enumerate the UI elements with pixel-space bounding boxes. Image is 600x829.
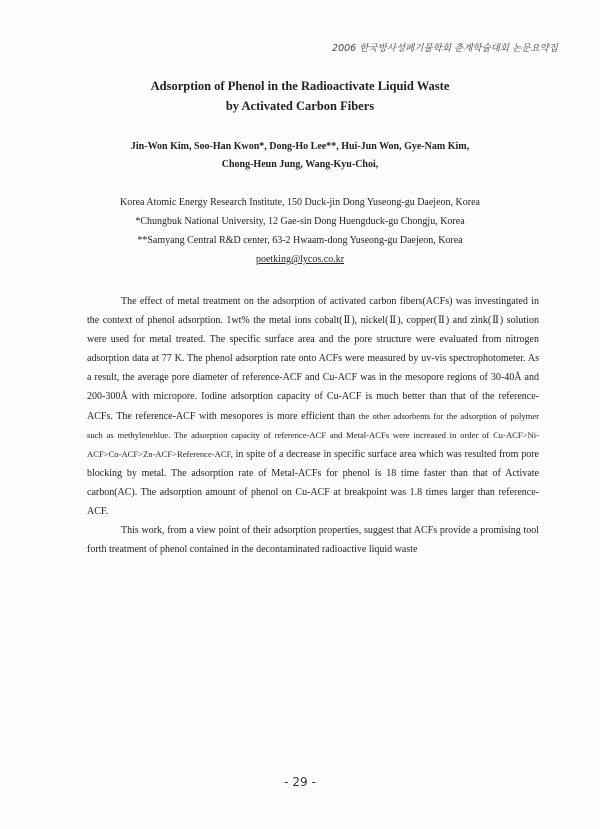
affiliation-3: **Samyang Central R&D center, 63-2 Hwaam-dong Yuseong-gu Daejeon, Korea — [137, 235, 463, 246]
title-line-1: Adsorption of Phenol in the Radioactivate Liquid Waste — [150, 79, 450, 93]
affiliation-2: *Chungbuk National University, 12 Gae-sin Dong Huengduck-gu Chongju, Korea — [135, 216, 465, 227]
email-link[interactable]: poetking@lycos.co.kr — [255, 254, 345, 265]
abstract-text-part-1: The effect of metal treatment on the adsorption of activated carbon fibers(ACFs) was investingated in the context of phenol adsorption. 1wt% the metal ions cobalt(Ⅱ), nickel(Ⅱ), copper(Ⅱ) and zink(Ⅱ) solution were used for metal treated. The specific surface area and the pore structure were evaluated from nitrogen adsorption data at 77 K. The phenol adsorption rate onto ACFs were measured by uv-vis spectrophotometer. As a result, the average pore diameter of reference-ACF and Cu-ACF was in the mesopore regions of 30-40Å and 200-300Å with micropore. Iodine adsorption capacity of Cu-ACF is much better than that of the reference-ACFs. The reference-ACF with mesopores is more efficient than — [87, 296, 539, 422]
affiliations — [0, 193, 600, 269]
title-line-2: by Activated Carbon Fibers — [225, 99, 375, 113]
affiliation-1: Korea Atomic Energy Research Institute, 150 Duck-jin Dong Yuseong-gu Daejeon, Korea — [120, 197, 480, 208]
abstract-text-part-3: in spite of a decrease in specific surface area which was resulted from pore blocking by metal. The adsorption rate of Metal-ACFs for phenol is 18 time faster than that of Activate carbon(AC). The adsorption amount of phenol on Cu-ACF at breakpoint was 1.8 times larger than reference-ACF. — [87, 448, 539, 518]
page-number: - 29 - — [284, 775, 316, 789]
authors-line-1: Jin-Won Kim, Soo-Han Kwon*, Dong-Ho Lee**, Hui-Jun Won, Gye-Nam Kim, — [130, 141, 470, 152]
author-list — [0, 138, 600, 174]
running-header: 2006 한국방사성폐기물학회 춘계학술대회 논문요약집 — [332, 43, 558, 54]
authors-line-2: Chong-Heun Jung, Wang-Kyu-Choi, — [221, 159, 379, 170]
abstract-paragraph-1 — [87, 292, 539, 521]
abstract-text-part-2: the other adsorbents for the adsorption of polymer such as methyleneblue. The adsorption capacity of reference-ACF and Metal-ACFs were increased in order of Cu-ACF>Ni-ACF>Co-ACF>Zn-ACF>Reference-ACF, — [87, 410, 539, 459]
abstract-body — [87, 292, 539, 559]
abstract-paragraph-2: This work, from a view point of their adsorption properties, suggest that ACFs provide a promising tool forth treatment of phenol contained in the decontaminated radioactive liquid waste — [87, 525, 539, 556]
paper-title — [0, 76, 600, 116]
